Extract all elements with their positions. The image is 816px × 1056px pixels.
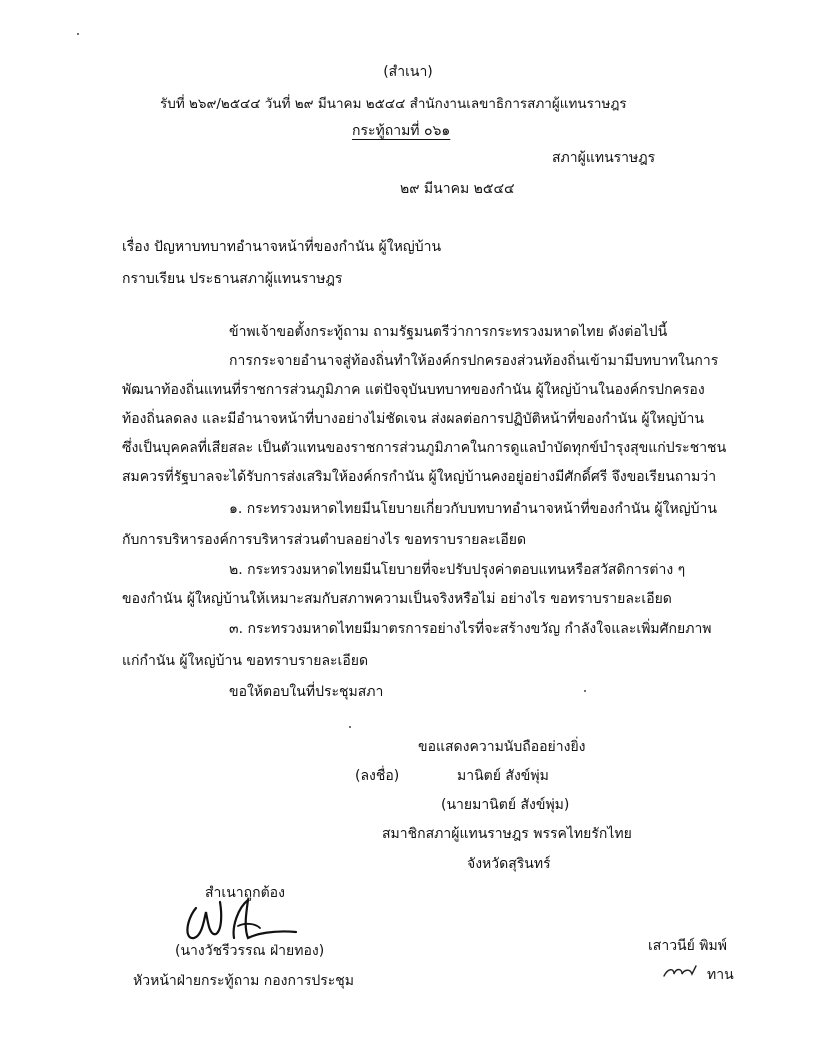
origin: สภาผู้แทนราษฎร bbox=[552, 150, 656, 166]
question-2-line-2: ของกำนัน ผู้ใหญ่บ้านให้เหมาะสมกับสภาพความเป็นจริงหรือไม่ อย่างไร ขอทราบรายละเอียด bbox=[122, 591, 672, 607]
certifier-title: หัวหน้าฝ่ายกระทู้ถาม กองการประชุม bbox=[133, 973, 355, 989]
subject-line: เรื่อง ปัญหาบทบาทอำนาจหน้าที่ของกำนัน ผู้ใหญ่บ้าน bbox=[122, 239, 442, 255]
scan-speck bbox=[349, 726, 351, 728]
scan-speck bbox=[584, 690, 586, 692]
paragraph-line: สมควรที่รัฐบาลจะได้รับการส่งเสริมให้องค์กรกำนัน ผู้ใหญ่บ้านคงอยู่อย่างมีศักดิ์ศรี จึงขอเรียนถามว่า bbox=[122, 469, 717, 485]
certified-text: สำเนาถูกต้อง bbox=[205, 885, 285, 901]
checked-by: ทาน bbox=[707, 967, 734, 983]
paragraph-line: พัฒนาท้องถิ่นแทนที่ราชการส่วนภูมิภาค แต่ปัจจุบันบทบาทของกำนัน ผู้ใหญ่บ้านในองค์กรปกครอง bbox=[122, 382, 705, 398]
printed-name: (นายมานิตย์ สังข์พุ่ม) bbox=[441, 797, 570, 813]
question-1-line-1: ๑. กระทรวงมหาดไทยมีนโยบายเกี่ยวกับบทบาทอำนาจหน้าที่ของกำนัน ผู้ใหญ่บ้าน bbox=[229, 501, 717, 517]
member-position: สมาชิกสภาผู้แทนราษฎร พรรคไทยรักไทย bbox=[382, 826, 632, 842]
question-1-line-2: กับการบริหารองค์การบริหารส่วนตำบลอย่างไร ขอทราบรายละเอียด bbox=[122, 532, 527, 548]
certifier-name: (นางวัชรีวรรณ ฝ่ายทอง) bbox=[175, 943, 325, 959]
salutation: กราบเรียน ประธานสภาผู้แทนราษฎร bbox=[122, 271, 343, 287]
closing: ขอแสดงความนับถืออย่างยิ่ง bbox=[418, 739, 586, 755]
question-number: กระทู้ถามที่ ๐๖๑ bbox=[352, 123, 451, 139]
document-date: ๒๙ มีนาคม ๒๕๔๔ bbox=[400, 181, 515, 197]
intro-line: ข้าพเจ้าขอตั้งกระทู้ถาม ถามรัฐมนตรีว่าการกระทรวงมหาดไทย ดังต่อไปนี้ bbox=[229, 324, 668, 340]
province: จังหวัดสุรินทร์ bbox=[467, 856, 551, 872]
received-line: รับที่ ๒๖๙/๒๕๔๔ วันที่ ๒๙ มีนาคม ๒๕๔๔ สำนักงานเลขาธิการสภาผู้แทนราษฎร bbox=[160, 96, 627, 112]
signed-name: มานิตย์ สังข์พุ่ม bbox=[457, 768, 549, 784]
copy-mark: (สำเนา) bbox=[383, 64, 433, 80]
answer-request: ขอให้ตอบในที่ประชุมสภา bbox=[229, 684, 384, 700]
checker-initials bbox=[662, 962, 702, 982]
paragraph-line: ซึ่งเป็นบุคคลที่เสียสละ เป็นตัวแทนของราชการส่วนภูมิภาคในการดูแลบำบัดทุกข์บำรุงสุขแก่ประชาชน bbox=[122, 440, 727, 456]
question-2-line-1: ๒. กระทรวงมหาดไทยมีนโยบายที่จะปรับปรุงค่าตอบแทนหรือสวัสดิการต่าง ๆ bbox=[229, 562, 686, 578]
question-3-line-1: ๓. กระทรวงมหาดไทยมีมาตรการอย่างไรที่จะสร้างขวัญ กำลังใจและเพิ่มศักยภาพ bbox=[229, 621, 712, 637]
signed-label: (ลงชื่อ) bbox=[355, 768, 400, 784]
handwritten-signature bbox=[176, 890, 306, 950]
paragraph-line: การกระจายอำนาจสู่ท้องถิ่นทำให้องค์กรปกครองส่วนท้องถิ่นเข้ามามีบทบาทในการ bbox=[229, 353, 719, 369]
paragraph-line: ท้องถิ่นลดลง และมีอำนาจหน้าที่บางอย่างไม่ชัดเจน ส่งผลต่อการปฏิบัติหน้าที่ของกำนัน ผู้ใหญ่บ้าน bbox=[122, 411, 704, 427]
scan-speck bbox=[77, 33, 79, 35]
typed-by: เสาวนีย์ พิมพ์ bbox=[648, 938, 727, 954]
question-3-line-2: แก่กำนัน ผู้ใหญ่บ้าน ขอทราบรายละเอียด bbox=[122, 653, 369, 669]
